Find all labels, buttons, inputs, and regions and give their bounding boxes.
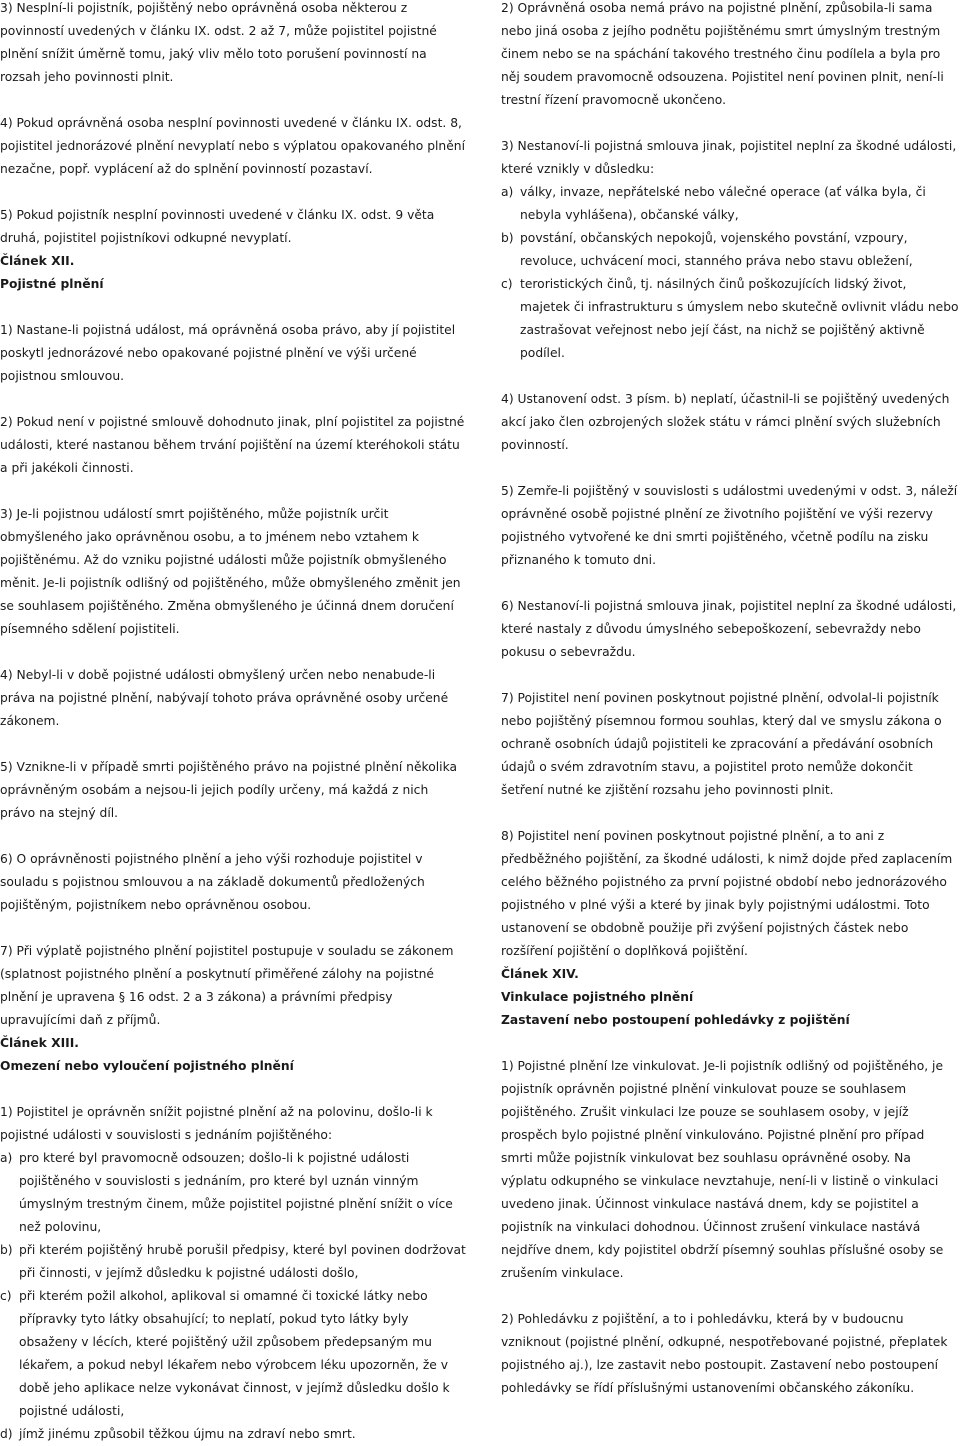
list-item	[0, 1147, 466, 1239]
left-column	[0, 0, 466, 1446]
article-13-number: Článek XIII.	[0, 1036, 79, 1050]
paragraph-art13-8: 8) Pojistitel není povinen poskytnout pojistné plnění, a to ani z předběžného pojištění, za škodné události, k nimž dojde před zaplacením celého běžného pojistného za první pojistné období nebo jednorázového pojistného v plné výši a které by jinak byly pojistnými událostmi. Toto ustanovení se obdobně použije při zvýšení pojistných částek nebo rozšíření pojištění o doplňková pojištění.	[501, 829, 953, 958]
paragraph-art13-4: 4) Ustanovení odst. 3 písm. b) neplatí, účastnil-li se pojištěný uvedených akcí jako člen ozbrojených složek státu v rámci plnění svých služebních povinností.	[501, 392, 950, 452]
article-14-title-2: Zastavení nebo postoupení pohledávky z pojištění	[501, 1013, 850, 1027]
paragraph-art14-1: 1) Pojistné plnění lze vinkulovat. Je-li pojistník odlišný od pojištěného, je pojistník oprávněn pojistné plnění vinkulovat pouze se souhlasem pojištěného. Zrušit vinkulaci lze pouze se souhlasem osoby, v jejíž prospěch bylo pojistné plnění vinkulováno. Pojistné plnění pro případ smrti může pojistník vinkulovat bez souhlasu oprávněné osoby. Na výplatu odkupného se vinkulace nevztahuje, není-li v listině o vinkulaci uvedeno jinak. Účinnost vinkulace nastává dnem, kdy se pojistitel a pojistník na vinkulaci dohodnou. Účinnost zrušení vinkulace nastává nejdříve dnem, kdy pojistitel obdrží písemný souhlas příslušné osoby se zrušením vinkulace.	[501, 1059, 944, 1280]
article-14-title-1: Vinkulace pojistného plnění	[501, 990, 694, 1004]
paragraph-art11-3: 3) Nesplní-li pojistník, pojištěný nebo oprávněná osoba některou z povinností uvedených v článku IX. odst. 2 až 7, může pojistitel pojistné plnění snížit úměrně tomu, jaký vliv mělo toto porušení povinností na rozsah jeho povinnosti plnit.	[0, 1, 437, 84]
list-letter: c)	[0, 1289, 12, 1303]
list-item	[0, 1423, 466, 1446]
paragraph-art13-7: 7) Pojistitel není povinen poskytnout pojistné plnění, odvolal-li pojistník nebo pojištěný písemnou formou souhlas, který dal ve smyslu zákona o ochraně osobních údajů pojistiteli ke zpracování a předávání osobních údajů o svém zdravotním stavu, a pojistitel proto nemůže dokončit šetření nutné ke zjištění rozsahu jeho povinnosti plnit.	[501, 691, 942, 797]
paragraph-art12-2: 2) Pokud není v pojistné smlouvě dohodnuto jinak, plní pojistitel za pojistné události, které nastanou během trvání pojištění na území kteréhokoli státu a při jakékoli činnosti.	[0, 415, 465, 475]
paragraph-art13-2: 2) Oprávněná osoba nemá právo na pojistné plnění, způsobila-li sama nebo jiná osoba z jejího podnětu pojištěnému smrt úmyslným trestným činem nebo se na spáchání takového trestného činu podílela a byla pro něj soudem pravomocně odsouzena. Pojistitel není povinen plnit, není-li trestní řízení pravomocně ukončeno.	[501, 1, 944, 107]
paragraph-art12-4: 4) Nebyl-li v době pojistné události obmyšlený určen nebo nenabude-li práva na pojistné plnění, nabývají tohoto práva oprávněné osoby určené zákonem.	[0, 668, 449, 728]
list-letter: d)	[0, 1427, 13, 1441]
list-item	[0, 1239, 466, 1285]
list-text: při kterém pojištěný hrubě porušil předpisy, které byl povinen dodržovat při činnosti, v jejímž důsledku k pojistné události došlo,	[19, 1243, 466, 1280]
list-item	[501, 181, 959, 227]
list-text: povstání, občanských nepokojů, vojenského povstání, vzpoury, revoluce, uchvácení moci, stanného práva nebo stavu obležení,	[520, 231, 913, 268]
list-letter: a)	[0, 1151, 13, 1165]
list-item	[0, 1285, 466, 1423]
paragraph-art14-2: 2) Pohledávku z pojištění, a to i pohledávku, která by v budoucnu vzniknout (pojistné plnění, odkupné, nespotřebované pojistné, přeplatek pojistného aj.), lze zastavit nebo postoupit. Zastavení nebo postoupení pohledávky se řídí příslušnými ustanoveními občanského zákoníku.	[501, 1312, 948, 1395]
list-text: jímž jinému způsobil těžkou újmu na zdraví nebo smrt.	[19, 1427, 356, 1441]
article-12-number: Článek XII.	[0, 254, 75, 268]
paragraph-art12-1: 1) Nastane-li pojistná událost, má oprávněná osoba právo, aby jí pojistitel poskytl jednorázové nebo opakované pojistné plnění ve výši určené pojistnou smlouvou.	[0, 323, 456, 383]
list-letter: b)	[0, 1243, 13, 1257]
list-letter: a)	[501, 185, 514, 199]
list-text: pro které byl pravomocně odsouzen; došlo-li k pojistné události pojištěného v souvislosti s jednáním, pro které byl uznán vinným úmyslným trestným činem, může pojistitel pojistné plnění snížit o více než polovinu,	[19, 1151, 453, 1234]
paragraph-art13-3: 3) Nestanoví-li pojistná smlouva jinak, pojistitel neplní za škodné události, které vznikly v důsledku:	[501, 139, 957, 176]
paragraph-art13-5: 5) Zemře-li pojištěný v souvislosti s událostmi uvedenými v odst. 3, náleží oprávněné osobě pojistné plnění ze životního pojištění ve výši rezervy pojistného vytvořené ke dni smrti pojištěného, včetně podílu na zisku přiznaného k tomuto dni.	[501, 484, 958, 567]
list-text: při kterém požil alkohol, aplikoval si omamné či toxické látky nebo přípravky tyto látky obsahující; to neplatí, pokud tyto látky byly obsaženy v lécích, které pojištěný užil způsobem předepsaným mu lékařem, a pokud nebyl lékařem nebo výrobcem léku upozorněn, že v době jeho aplikace nelze vykonávat činnost, v jejímž důsledku došlo k pojistné události,	[19, 1289, 450, 1418]
paragraph-art13-1: 1) Pojistitel je oprávněn snížit pojistné plnění až na polovinu, došlo-li k pojistné události v souvislosti s jednáním pojištěného:	[0, 1105, 433, 1142]
paragraph-art12-6: 6) O oprávněnosti pojistného plnění a jeho výši rozhoduje pojistitel v souladu s pojistnou smlouvou a na základě dokumentů předložených pojištěným, pojistníkem nebo oprávněnou osobou.	[0, 852, 425, 912]
article-14-number: Článek XIV.	[501, 967, 579, 981]
article-12-title: Pojistné plnění	[0, 277, 104, 291]
list-item	[501, 273, 959, 365]
paragraph-art12-7: 7) Při výplatě pojistného plnění pojistitel postupuje v souladu se zákonem (splatnost pojistného plnění a poskytnutí přiměřené zálohy na pojistné plnění je upravena § 16 odst. 2 a 3 zákona) a právními předpisy upravujícími daň z příjmů.	[0, 944, 454, 1027]
paragraph-art11-5: 5) Pokud pojistník nesplní povinnosti uvedené v článku IX. odst. 9 věta druhá, pojistitel pojistníkovi odkupné nevyplatí.	[0, 208, 435, 245]
list-text: teroristických činů, tj. násilných činů poškozujících lidský život, majetek či infrastrukturu s úmyslem nebo skutečně ovlivnit vládu nebo zastrašovat veřejnost nebo její část, na nichž se pojištěný aktivně podílel.	[520, 277, 959, 360]
paragraph-art12-3: 3) Je-li pojistnou událostí smrt pojištěného, může pojistník určit obmyšleného jako oprávněnou osobu, a to jménem nebo vztahem k pojištěnému. Až do vzniku pojistné události může pojistník obmyšleného měnit. Je-li pojistník odlišný od pojištěného, může obmyšleného změnit jen se souhlasem pojištěného. Změna obmyšleného je účinná dnem doručení písemného sdělení pojistiteli.	[0, 507, 461, 636]
right-column	[501, 0, 959, 1400]
paragraph-art12-5: 5) Vznikne-li v případě smrti pojištěného právo na pojistné plnění několika oprávněným osobám a nejsou-li jejich podíly určeny, má každá z nich právo na stejný díl.	[0, 760, 458, 820]
paragraph-art11-4: 4) Pokud oprávněná osoba nesplní povinnosti uvedené v článku IX. odst. 8, pojistitel jednorázové plnění nevyplatí nebo s výplatou opakovaného plnění nezačne, popř. vyplácení až do splnění povinností pozastaví.	[0, 116, 465, 176]
list-text: války, invaze, nepřátelské nebo válečné operace (ať válka byla, či nebyla vyhlášena), občanské války,	[520, 185, 926, 222]
list-item	[501, 227, 959, 273]
list-letter: c)	[501, 277, 513, 291]
article-13-title: Omezení nebo vyloučení pojistného plnění	[0, 1059, 294, 1073]
list-letter: b)	[501, 231, 514, 245]
paragraph-art13-6: 6) Nestanoví-li pojistná smlouva jinak, pojistitel neplní za škodné události, které nastaly z důvodu úmyslného sebepoškození, sebevraždy nebo pokusu o sebevraždu.	[501, 599, 957, 659]
